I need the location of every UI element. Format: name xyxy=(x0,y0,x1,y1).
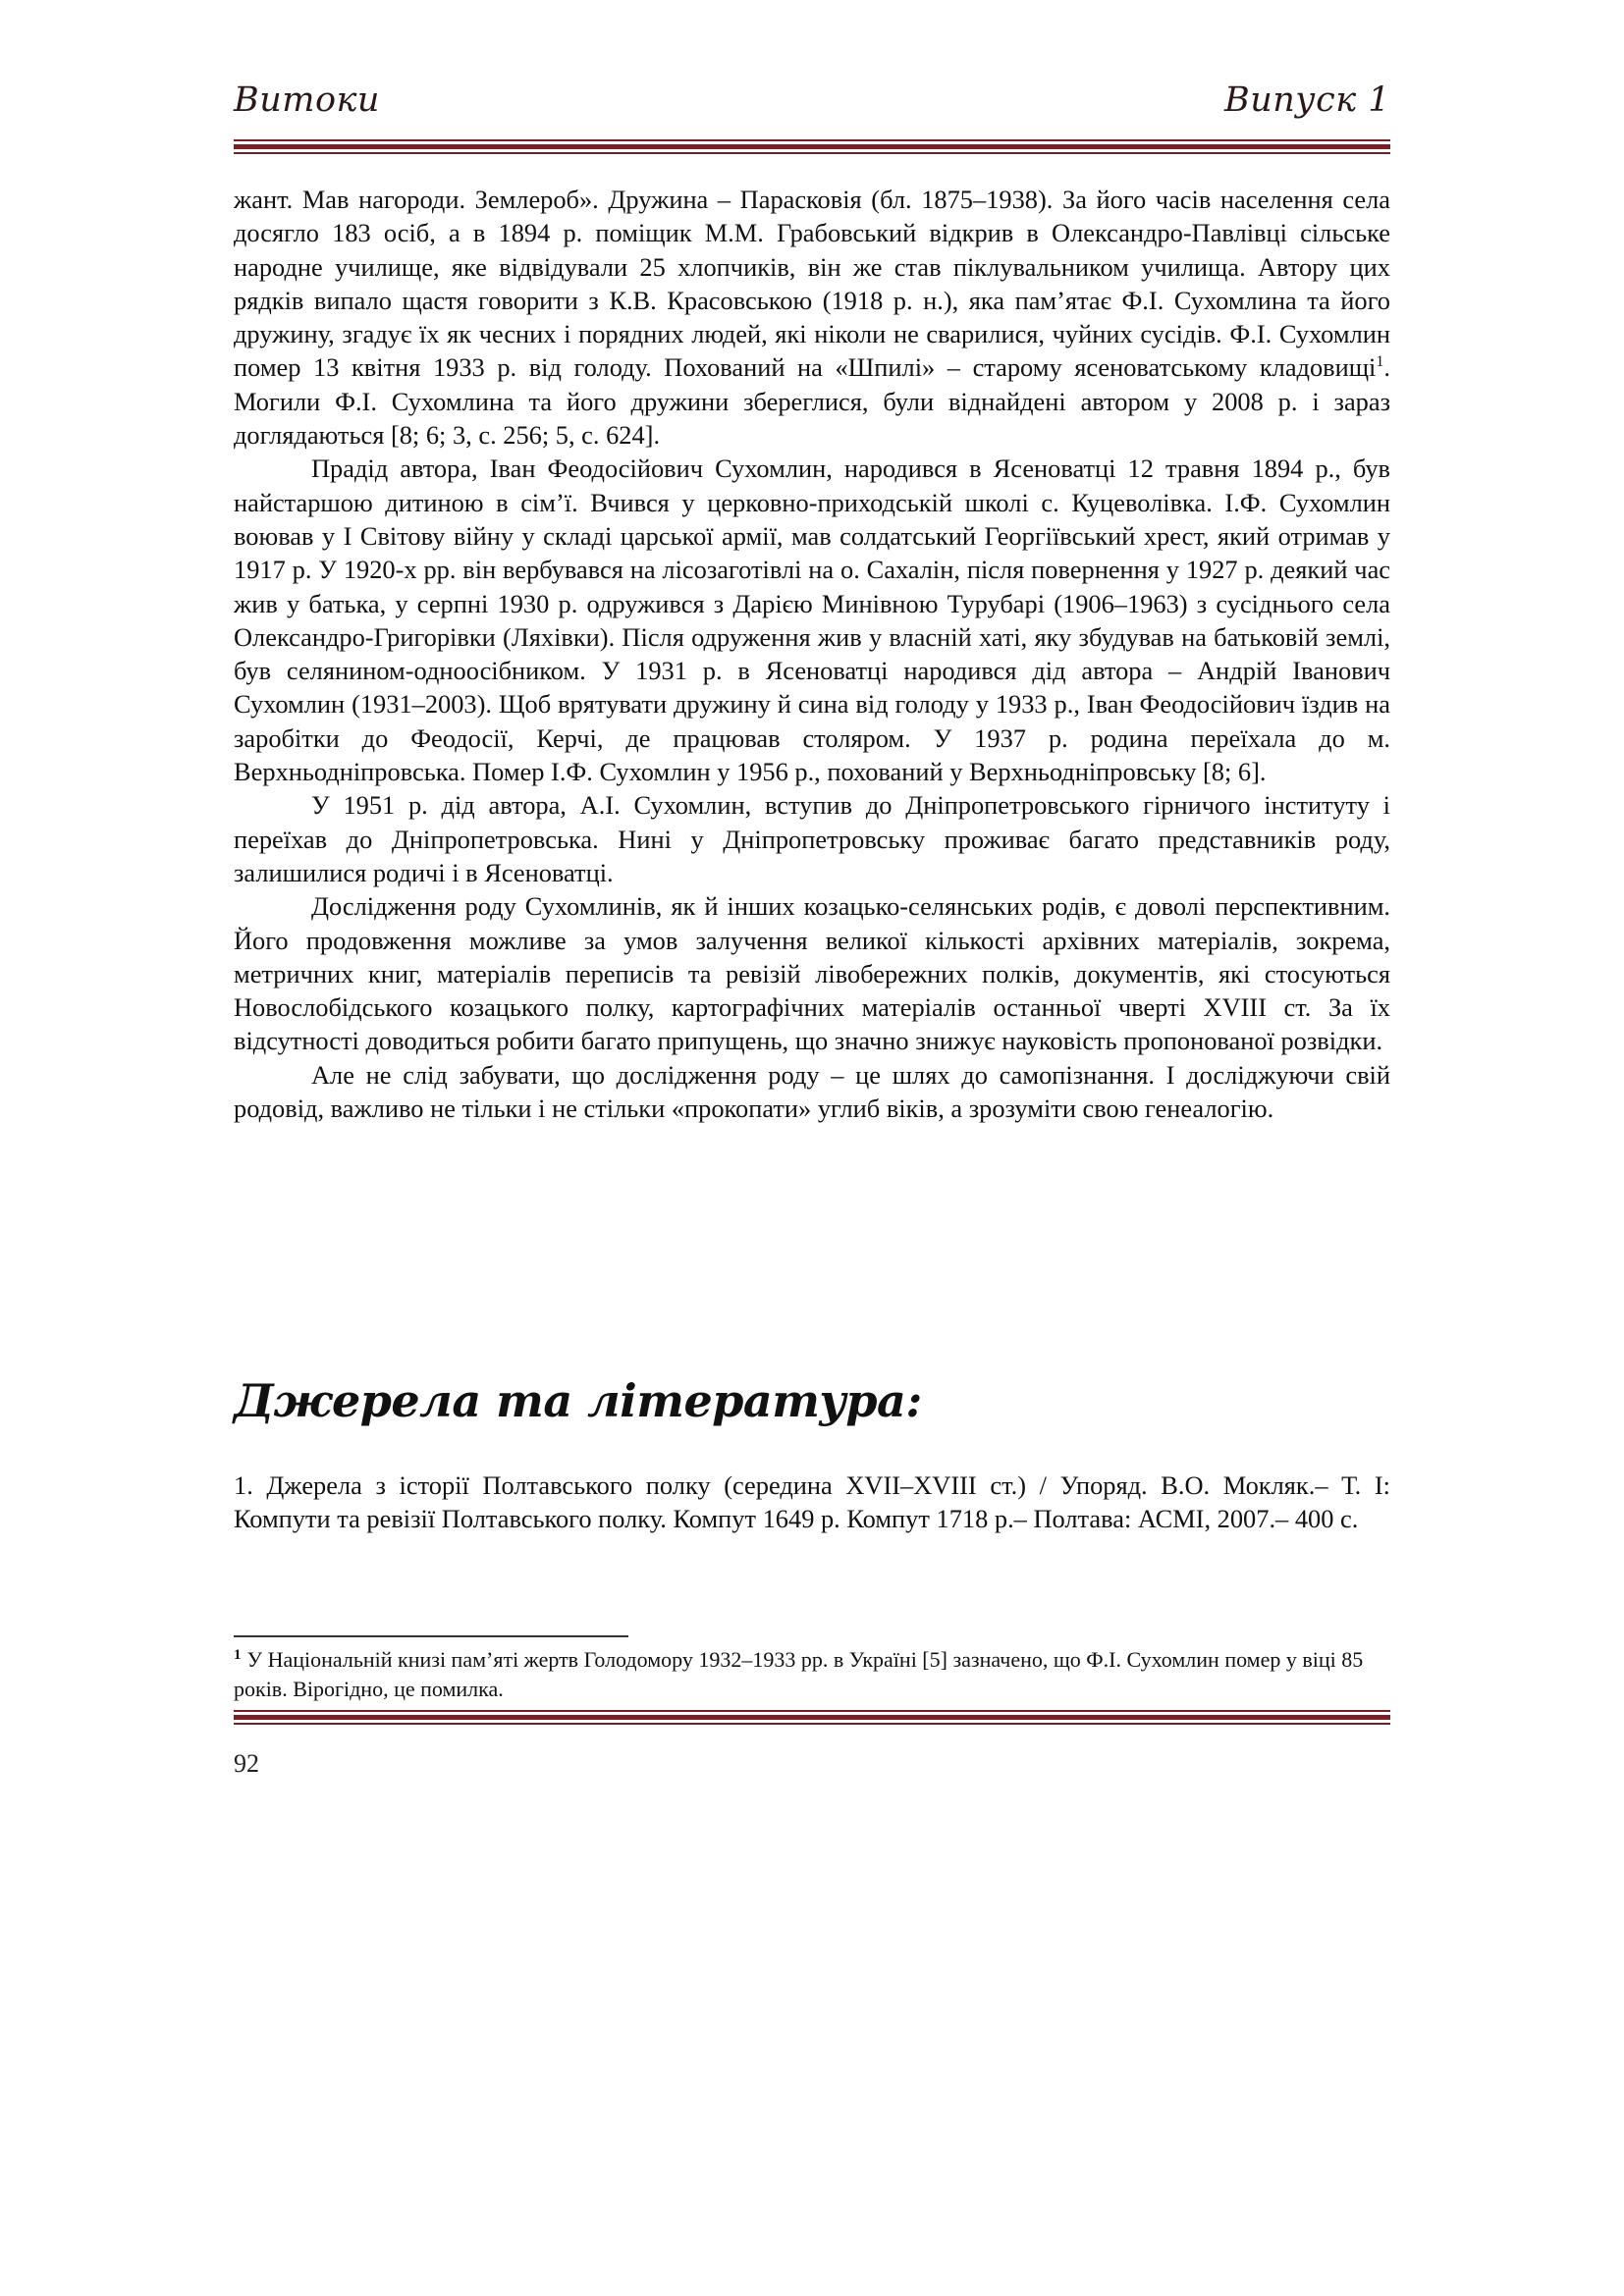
section-heading: Джерела та література: xyxy=(234,1374,922,1427)
paragraph: У 1951 р. дід автора, А.І. Сухомлин, вступив до Дніпропетровського гірничого інституту і переїхав до Дніпропетровська. Нині у Дніпропетровську проживає багато представників роду, залишилися родичі і в Ясеноватці. xyxy=(234,790,1390,887)
page-number: 92 xyxy=(234,1749,259,1778)
paragraph: Дослідження роду Сухомлинів, як й інших козацько-селянських родів, є доволі перспективним. Його продовження можливе за умов залучення великої кількості архівних матеріалів, зокрема, метричних книг, матеріалів переписів та ревізій лівобережних полків, документів, які стосуються Новослобідського козацького полку, картографічних матеріалів останньої чверті XVIII ст. За їх відсутності доводиться робити багато припущень, що значно знижує науковість пропонованої розвідки. xyxy=(234,891,1390,1056)
paragraph: жант. Мав нагороди. Землероб». Дружина – Парасковія (бл. 1875–1938). За його часів населення села досягло 183 осіб, а в 1894 р. поміщик М.М. Грабовський відкрив в Олександро-Павлівці сільське народне училище, яке відвідували 25 хлопчиків, він же став піклувальником училища. Автору цих рядків випало щастя говорити з К.В. Красовською (1918 р. н.), яка пам’ятає Ф.І. Сухомлина та його дружину, згадує їх як чесних і порядних людей, які ніколи не сварилися, чуйних сусідів. Ф.І. Сухомлин помер 13 квітня 1933 р. від голоду. Похований на «Шпилі» – старому ясеноватському кладовищі$^1$. Могили Ф.І. Сухомлина та його дружини збереглися, були віднайдені автором у 2008 р. і зараз доглядаються [8; 6; 3, с. 256; 5, с. 624]. xyxy=(234,185,1390,451)
header-rule-thick xyxy=(234,144,1390,149)
footer-rule-thin-bottom xyxy=(234,1723,1390,1725)
reference-list xyxy=(234,1468,1390,1536)
issue-label: Випуск 1 xyxy=(1223,80,1390,120)
footer-rule-thin xyxy=(234,1710,1390,1712)
footnote xyxy=(234,1645,1390,1704)
footer-rule-thick xyxy=(234,1715,1390,1720)
footnote-text: У Національній книзі пам’яті жертв Голодомору 1932–1933 рр. в Україні [5] зазначено, що Ф.І. Сухомлин помер у віці 85 років. Вірогідно, це помилка. xyxy=(234,1647,1364,1701)
footnote-reference: 1 xyxy=(1376,353,1384,371)
footnote-separator xyxy=(234,1635,628,1637)
footnote-mark: 1 xyxy=(234,1646,242,1663)
main-text xyxy=(234,183,1390,1125)
paragraph: Але не слід забувати, що дослідження роду – це шлях до самопізнання. І досліджуючи свій родовід, важливо не тільки і не стільки «прокопати» углиб віків, а зрозуміти свою генеалогію. xyxy=(234,1059,1390,1124)
paragraph: Прадід автора, Іван Феодосійович Сухомлин, народився в Ясеноватці 12 травня 1894 р., був найстаршою дитиною в сім’ї. Вчився у церковно-приходській школі с. Куцеволівка. І.Ф. Сухомлин воював у І Світову війну у складі царської армії, мав солдатський Георгіївський хрест, який отримав у 1917 р. У 1920-х рр. він вербувався на лісозаготівлі на о. Сахалін, після повернення у 1927 р. деякий час жив у батька, у серпні 1930 р. одружився з Дарією Минівною Турубарі (1906–1963) з сусіднього села Олександро-Григорівки (Ляхівки). Після одруження жив у власній хаті, яку збудував на батьковій землі, був селянином-одноосібником. У 1931 р. в Ясеноватці народився дід автора – Андрій Іванович Сухомлин (1931–2003). Щоб врятувати дружину й сина від голоду у 1933 р., Іван Феодосійович їздив на заробітки до Феодосії, Керчі, де працював столяром. У 1937 р. родина переїхала до м. Верхньодніпровська. Помер І.Ф. Сухомлин у 1956 р., похований у Верхньодніпровську [8; 6]. xyxy=(234,454,1390,787)
running-header xyxy=(234,80,1390,128)
header-rule-thin xyxy=(234,139,1390,141)
journal-title: Витоки xyxy=(234,80,380,120)
reference-item: 1. Джерела з історії Полтавського полку (середина XVII–XVIII ст.) / Упоряд. В.О. Мокляк.– Т. І: Компути та ревізії Полтавського полку. Компут 1649 р. Компут 1718 р.– Полтава: АСМІ, 2007.– 400 с. xyxy=(234,1470,1390,1534)
header-rule-thin-bottom xyxy=(234,152,1390,154)
